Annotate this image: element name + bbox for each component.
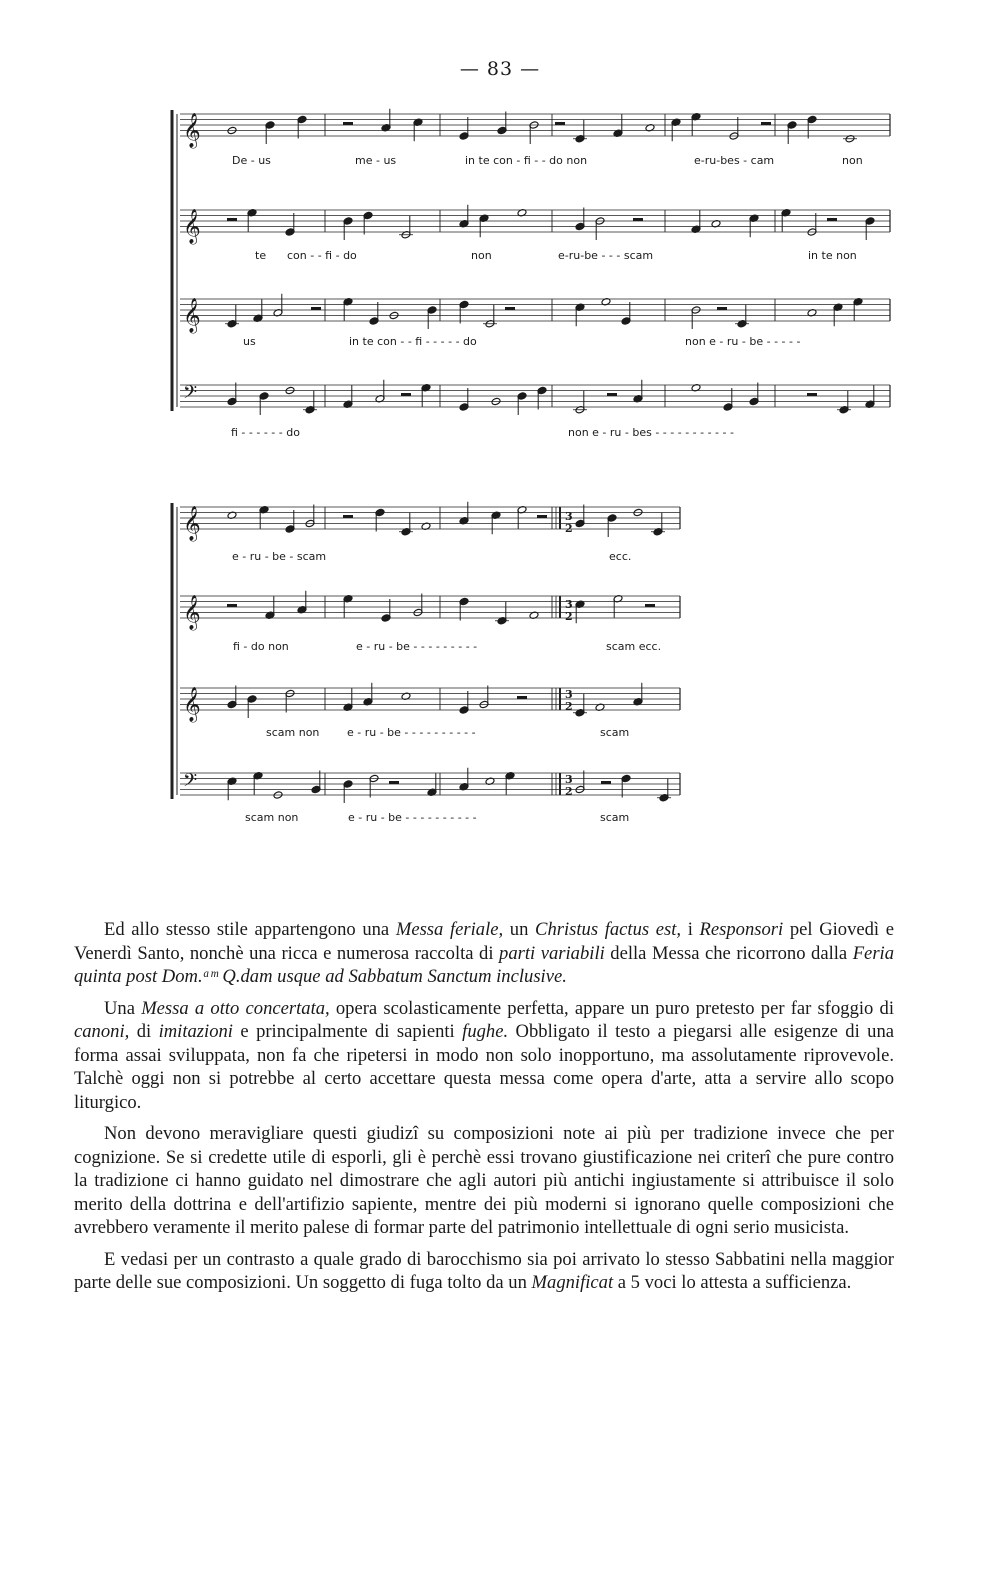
lyric-s1-v2-a: te <box>255 249 267 262</box>
bass-clef-icon: 𝄢 <box>183 770 198 796</box>
lyric-s2-v4-b: e - ru - be - - - - - - - - - - <box>348 811 477 824</box>
lyric-s2-v3-c: scam <box>600 726 630 739</box>
lyric-s1-v1-e: non <box>842 154 863 167</box>
lyric-s1-v2-e: in te non <box>808 249 857 262</box>
rest-icon <box>827 218 837 221</box>
rest-icon <box>227 218 237 221</box>
time-sig-top: 3 <box>565 688 573 701</box>
lyric-s1-v1-a: De - us <box>232 154 271 167</box>
time-sig-top: 3 <box>565 598 573 611</box>
rest-icon <box>601 781 611 784</box>
rest-icon <box>505 307 515 310</box>
rest-icon <box>343 515 353 518</box>
rest-icon <box>343 122 353 125</box>
bass-clef-icon: 𝄢 <box>183 382 198 408</box>
time-sig-bottom: 2 <box>565 610 573 623</box>
body-text <box>74 918 894 1303</box>
system2-lyrics <box>232 550 661 824</box>
rest-icon <box>607 393 617 396</box>
rest-icon <box>645 604 655 607</box>
paragraph-2: Una Messa a otto concertata, opera scolasticamente perfetta, appare un puro pretesto per far sfoggio di canoni, di imitazioni e principalmente di sapienti fughe. Obbligato il testo a piegarsi alle esigenze di una forma assai sviluppata, non fa che ripetersi in modo non solo inopportuno, ma assolutamente riprovevole. Talchè oggi non si potrebbe al certo accettare questa messa come opera d'arte, atta a servire allo scopo liturgico. <box>74 997 895 1113</box>
time-sig-top: 3 <box>565 773 573 786</box>
lyric-s1-v3-a: us <box>243 335 256 348</box>
page-number: — 83 — <box>459 58 541 80</box>
rest-icon <box>761 122 771 125</box>
treble-clef-icon: 𝄞 <box>183 595 201 630</box>
rest-icon <box>537 515 547 518</box>
lyric-s2-v3-b: e - ru - be - - - - - - - - - - <box>347 726 476 739</box>
paragraph-4: E vedasi per un contrasto a quale grado di barocchismo sia poi arrivato lo stesso Sabbatini nella maggior parte delle sue composizioni. Un soggetto di fuga tolto da un Magnificat a 5 voci lo attesta a sufficienza. <box>74 1248 894 1293</box>
lyric-s1-v4-b: non e - ru - bes - - - - - - - - - - - <box>568 426 734 439</box>
paragraph-1: Ed allo stesso stile appartengono una Messa feriale, un Christus factus est, i Responsori pel Giovedì e Venerdì Santo, nonchè una ricca e numerosa raccolta di parti variabili della Messa che ricorrono dalla Feria quinta post Dom.ᵃᵐ Q.dam usque ad Sabbatum Sanctum inclusive. <box>74 919 895 987</box>
lyric-s1-v2-b: con - - fi - do <box>287 249 357 262</box>
lyric-s2-v1-a: e - ru - be - scam <box>232 550 327 563</box>
lyric-s1-v3-c: non e - ru - be - - - - - <box>685 335 801 348</box>
treble-clef-icon: 𝄞 <box>183 687 201 722</box>
lyric-s2-v2-c: scam ecc. <box>606 640 662 653</box>
rest-icon <box>401 393 411 396</box>
time-signatures <box>565 510 573 798</box>
treble-clef-icon: 𝄞 <box>183 209 201 244</box>
rest-icon <box>555 122 565 125</box>
lyric-s1-v4-a: fi - - - - - - do <box>231 426 300 439</box>
lyric-s2-v1-b: ecc. <box>609 550 632 563</box>
lyric-s1-v1-c: in te con - fi - - do non <box>465 154 588 167</box>
rest-icon <box>517 696 527 699</box>
time-sig-top: 3 <box>565 510 573 523</box>
rest-icon <box>717 307 727 310</box>
rest-icon <box>311 307 321 310</box>
rest-icon <box>227 604 237 607</box>
time-sig-bottom: 2 <box>565 785 573 798</box>
lyric-s2-v2-a: fi - do non <box>233 640 289 653</box>
rest-icon <box>633 218 643 221</box>
time-sig-bottom: 2 <box>565 522 573 535</box>
lyric-s1-v1-d: e-ru-bes - cam <box>694 154 775 167</box>
lyric-s2-v4-c: scam <box>600 811 630 824</box>
lyric-s1-v3-b: in te con - - fi - - - - - do <box>349 335 477 348</box>
treble-clef-icon: 𝄞 <box>183 298 201 333</box>
treble-clef-icon: 𝄞 <box>183 506 201 541</box>
paragraph-3: Non devono meravigliare questi giudizî su composizioni note ai più per tradizione invece che per cognizione. Se si credette utile di esporli, gli è perchè essi trovano giustificazione nei criterî che pure contro la tradizione ci hanno guidato nel dimostrare che agli autori più antichi ingiustamente si attribuisce il solo merito della dottrina e dell'artifizio sapiente, mentre dei più moderni si ignorano quelle composizioni che avrebbero veramente il merito palese di formar parte del patrimonio intellettuale di ogni serio musicista. <box>74 1123 894 1238</box>
lyric-s1-v1-b: me - us <box>355 154 397 167</box>
lyric-s2-v2-b: e - ru - be - - - - - - - - - <box>356 640 478 653</box>
lyric-s1-v2-d: e-ru-be - - - scam <box>558 249 654 262</box>
lyric-s1-v2-c: non <box>471 249 492 262</box>
rest-icon <box>389 781 399 784</box>
rest-icon <box>807 393 817 396</box>
lyric-s2-v4-a: scam non <box>245 811 299 824</box>
time-sig-bottom: 2 <box>565 700 573 713</box>
lyric-s2-v3-a: scam non <box>266 726 320 739</box>
treble-clef-icon: 𝄞 <box>183 113 201 148</box>
